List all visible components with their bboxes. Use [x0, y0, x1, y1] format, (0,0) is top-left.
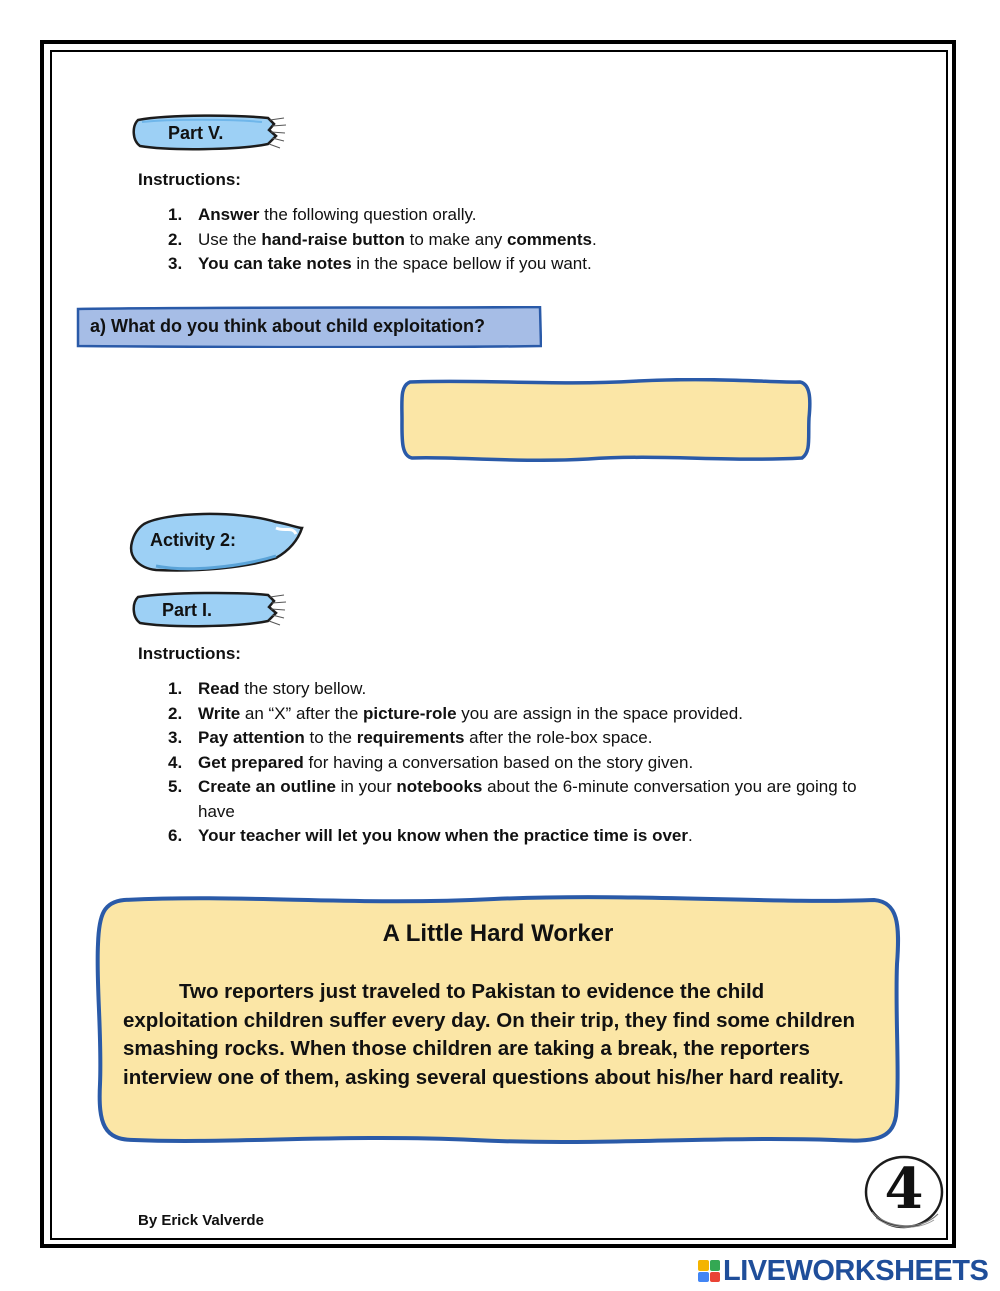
part-v-instructions-list	[168, 203, 808, 277]
part-v-label: Part V.	[168, 123, 224, 143]
page-number-badge	[862, 1154, 946, 1232]
list-item: 2. Write an “X” after the picture-role you are assign in the space provided.	[168, 703, 743, 723]
list-item: 1. Read the story bellow.	[168, 679, 367, 698]
activity-2-label: Activity 2:	[150, 530, 237, 550]
notes-answer-box[interactable]	[398, 378, 812, 462]
list-item: 5. Create an outline in your notebooks about the 6-minute conversation you are going to have	[168, 777, 857, 821]
question-bar	[76, 306, 542, 348]
part-i-tag	[130, 588, 288, 632]
liveworksheets-brand[interactable]	[698, 1256, 988, 1286]
story-box	[94, 894, 902, 1146]
list-item: 4. Get prepared for having a conversation based on the story given.	[168, 752, 694, 772]
brand-text: LIVEWORKSHEETS	[723, 1254, 989, 1287]
question-text: a) What do you think about child exploitation?	[90, 316, 485, 336]
part-v-instructions-title: Instructions:	[138, 170, 241, 189]
list-item: 1. Answer the following question orally.	[168, 205, 477, 224]
part-v-tag	[130, 110, 288, 156]
story-text: Two reporters just traveled to Pakistan to evidence the child exploitation children suffer every day. On their trip, they find some children smashing rocks. When those children are taking a break, the reporters interview one of them, asking several questions about his/her hard reality.	[123, 980, 856, 1089]
author-credit: By Erick Valverde	[138, 1212, 264, 1229]
list-item: 2. Use the hand-raise button to make any comments.	[168, 229, 597, 249]
list-item: 3. Pay attention to the requirements after the role-box space.	[168, 728, 653, 747]
part-i-instructions-list	[168, 677, 858, 849]
list-item: 6. Your teacher will let you know when the practice time is over.	[168, 826, 693, 845]
part-i-label: Part I.	[162, 600, 213, 620]
story-title: A Little Hard Worker	[382, 920, 614, 947]
list-item: 3. You can take notes in the space bellow if you want.	[168, 254, 592, 273]
liveworksheets-logo-icon	[698, 1260, 720, 1282]
activity-2-tag	[126, 506, 312, 578]
part-i-instructions-title: Instructions:	[138, 644, 241, 663]
page-number: 4	[884, 1156, 924, 1222]
